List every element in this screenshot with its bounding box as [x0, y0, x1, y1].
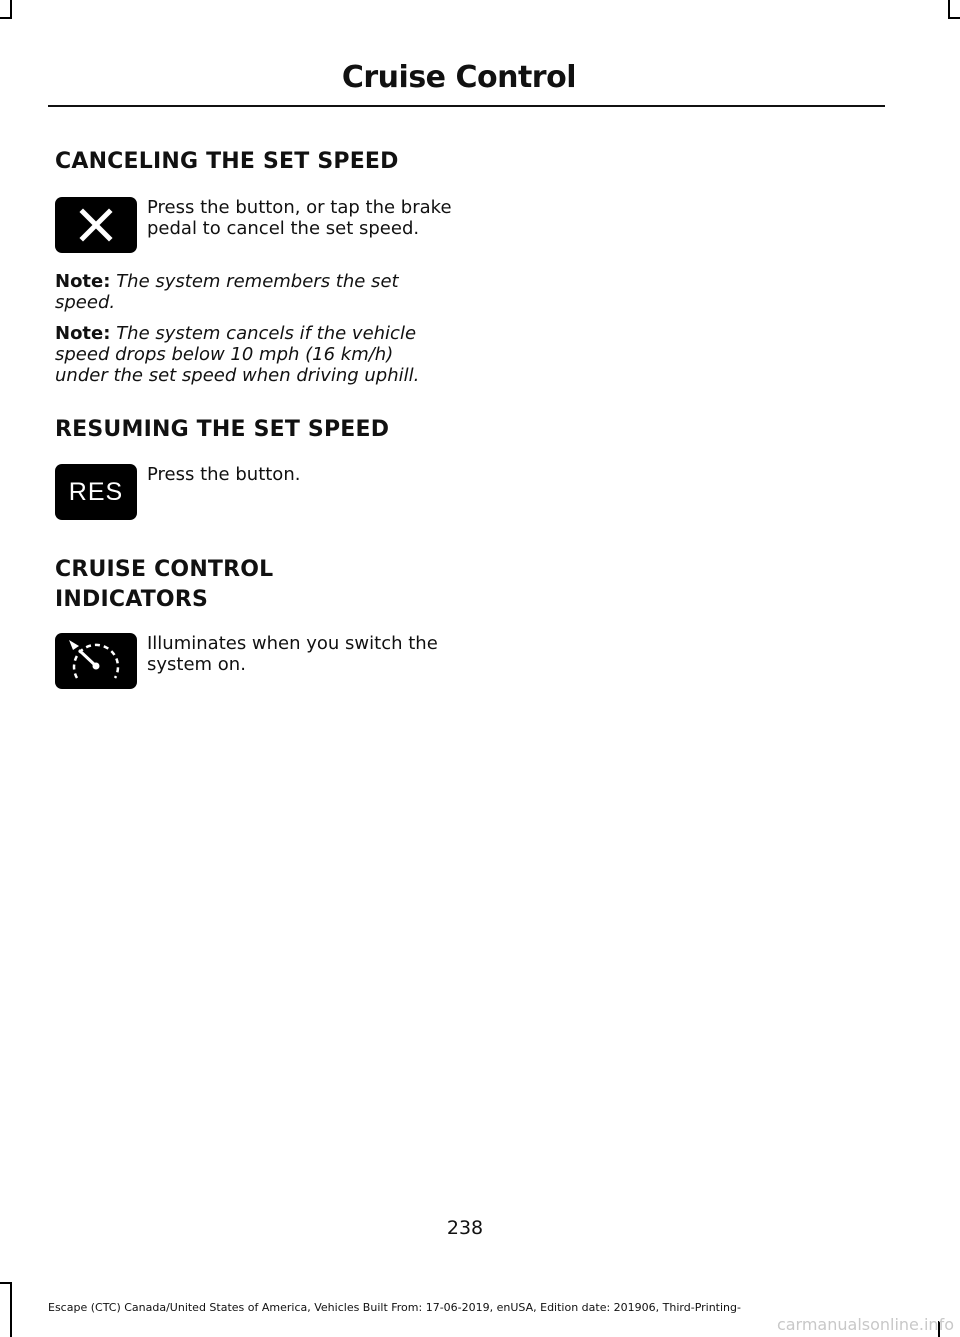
close-x-icon	[79, 208, 113, 242]
resume-description: Press the button.	[147, 464, 301, 485]
note	[55, 271, 450, 313]
resume-button-icon	[55, 464, 137, 520]
cancel-description: Press the button, or tap the brake pedal to cancel the set speed.	[147, 197, 452, 239]
crop-mark	[0, 1282, 12, 1284]
section-heading-cancel	[55, 147, 450, 177]
header-divider	[48, 105, 885, 107]
note	[55, 323, 450, 386]
page-title: Cruise Control	[341, 60, 576, 95]
note-label: Note:	[55, 271, 111, 292]
note-text: The system remembers the set speed.	[55, 271, 399, 313]
section-heading: RESUMING THE SET SPEED	[55, 417, 390, 442]
crop-mark	[0, 17, 12, 19]
speedometer-icon	[63, 636, 129, 686]
section-heading-resume	[55, 415, 450, 445]
section-heading-indicators	[55, 555, 450, 615]
crop-mark	[10, 0, 12, 18]
watermark: carmanualsonline.info	[776, 1315, 954, 1334]
note-text: The system cancels if the vehicle speed drops below 10 mph (16 km/h) under the set speed when driving uphill.	[55, 323, 420, 386]
section-heading-line2: INDICATORS	[55, 587, 209, 612]
crop-mark	[948, 17, 960, 19]
note-label: Note:	[55, 323, 111, 344]
section-heading-line1: CRUISE CONTROL	[55, 557, 274, 582]
crop-mark	[10, 1282, 12, 1337]
cruise-indicator-icon	[55, 633, 137, 689]
page-number: 238	[446, 1217, 484, 1239]
res-label: RES	[68, 477, 124, 506]
section-heading: CANCELING THE SET SPEED	[55, 149, 399, 174]
footer-text: Escape (CTC) Canada/United States of America, Vehicles Built From: 17-06-2019, enUSA, Edition date: 201906, Third-Printing-	[48, 1301, 741, 1314]
cancel-button-icon	[55, 197, 137, 253]
indicator-description: Illuminates when you switch the system on.	[147, 633, 438, 675]
crop-mark	[948, 0, 950, 18]
